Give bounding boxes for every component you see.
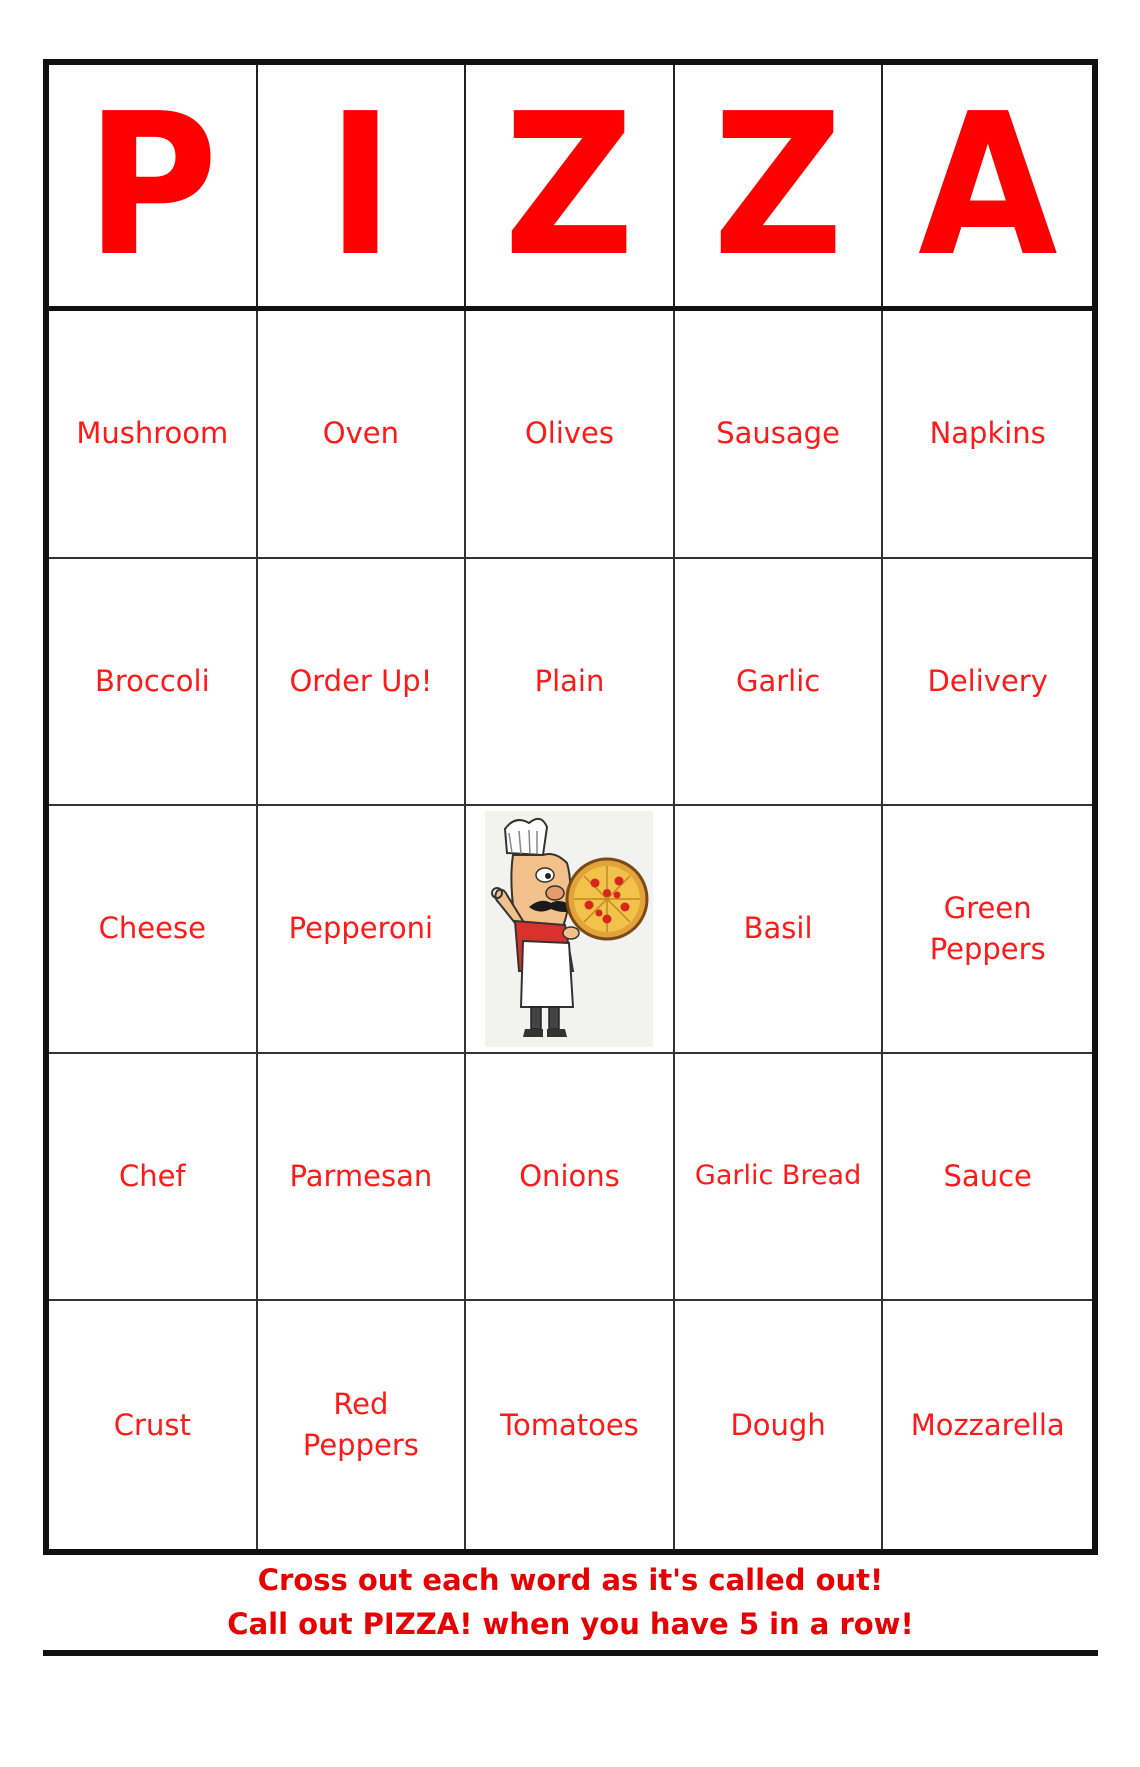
cell-label: Plain <box>534 663 605 698</box>
header-letter: A <box>917 71 1058 300</box>
cell-label: Green Peppers <box>929 890 1046 966</box>
bingo-cell[interactable] <box>258 311 467 559</box>
cell-label: Parmesan <box>289 1159 433 1193</box>
bingo-cell[interactable] <box>883 311 1092 559</box>
instruction-line-2: Call out PIZZA! when you have 5 in a row! <box>227 1607 914 1641</box>
instruction-line-1: Cross out each word as it's called out! <box>257 1563 884 1597</box>
header-letter: P <box>86 71 219 300</box>
bingo-cell[interactable] <box>466 1054 675 1302</box>
bingo-cell[interactable] <box>675 311 884 559</box>
bingo-grid <box>49 311 1092 1549</box>
instructions <box>43 1558 1098 1646</box>
cell-label: Mushroom <box>76 416 229 451</box>
cell-label: Tomatoes <box>500 1407 639 1442</box>
header-cell-a <box>883 65 1092 306</box>
cell-label: Red Peppers <box>302 1387 419 1463</box>
bottom-divider <box>43 1650 1098 1656</box>
cell-label: Napkins <box>929 416 1046 451</box>
cell-label: Onions <box>519 1159 620 1193</box>
bingo-cell[interactable] <box>466 1301 675 1549</box>
header-letter: Z <box>504 71 635 300</box>
bingo-cell[interactable] <box>883 1054 1092 1302</box>
pizza-chef-icon <box>485 811 653 1047</box>
cell-label: Order Up! <box>289 663 433 698</box>
cell-label: Sauce <box>943 1159 1032 1193</box>
cell-label: Broccoli <box>94 663 210 698</box>
header-row <box>49 65 1092 311</box>
bingo-cell[interactable] <box>49 806 258 1054</box>
cell-label: Garlic <box>735 663 821 698</box>
cell-label: Crust <box>113 1407 191 1442</box>
cell-label: Olives <box>524 416 615 451</box>
header-cell-z1 <box>466 65 675 306</box>
cell-label: Sausage <box>716 416 840 451</box>
header-cell-z2 <box>675 65 884 306</box>
bingo-cell[interactable] <box>258 559 467 807</box>
free-space-cell <box>466 806 675 1054</box>
bingo-cell[interactable] <box>258 1054 467 1302</box>
cell-label: Basil <box>743 911 813 946</box>
bingo-cell[interactable] <box>49 311 258 559</box>
bingo-cell[interactable] <box>675 806 884 1054</box>
bingo-cell[interactable] <box>258 806 467 1054</box>
header-cell-p <box>49 65 258 306</box>
bingo-cell[interactable] <box>883 1301 1092 1549</box>
cell-label: Mozzarella <box>910 1407 1065 1442</box>
bingo-card <box>43 59 1098 1555</box>
cell-label: Chef <box>118 1159 186 1193</box>
header-cell-i <box>258 65 467 306</box>
bingo-cell[interactable] <box>49 559 258 807</box>
bingo-cell[interactable] <box>675 1301 884 1549</box>
header-letter: Z <box>712 71 844 300</box>
cell-label: Cheese <box>98 911 206 946</box>
bingo-cell[interactable] <box>883 559 1092 807</box>
bingo-cell[interactable] <box>883 806 1092 1054</box>
bingo-cell[interactable] <box>466 559 675 807</box>
bingo-cell[interactable] <box>258 1301 467 1549</box>
bingo-cell[interactable] <box>675 1054 884 1302</box>
cell-label: Pepperoni <box>288 911 434 946</box>
cell-label: Delivery <box>927 663 1048 698</box>
bingo-cell[interactable] <box>466 311 675 559</box>
cell-label: Oven <box>322 416 399 451</box>
bingo-cell[interactable] <box>675 559 884 807</box>
cell-label: Garlic Bread <box>694 1160 862 1192</box>
bingo-cell[interactable] <box>49 1054 258 1302</box>
cell-label: Dough <box>730 1407 826 1442</box>
header-letter: I <box>327 71 395 300</box>
bingo-cell[interactable] <box>49 1301 258 1549</box>
